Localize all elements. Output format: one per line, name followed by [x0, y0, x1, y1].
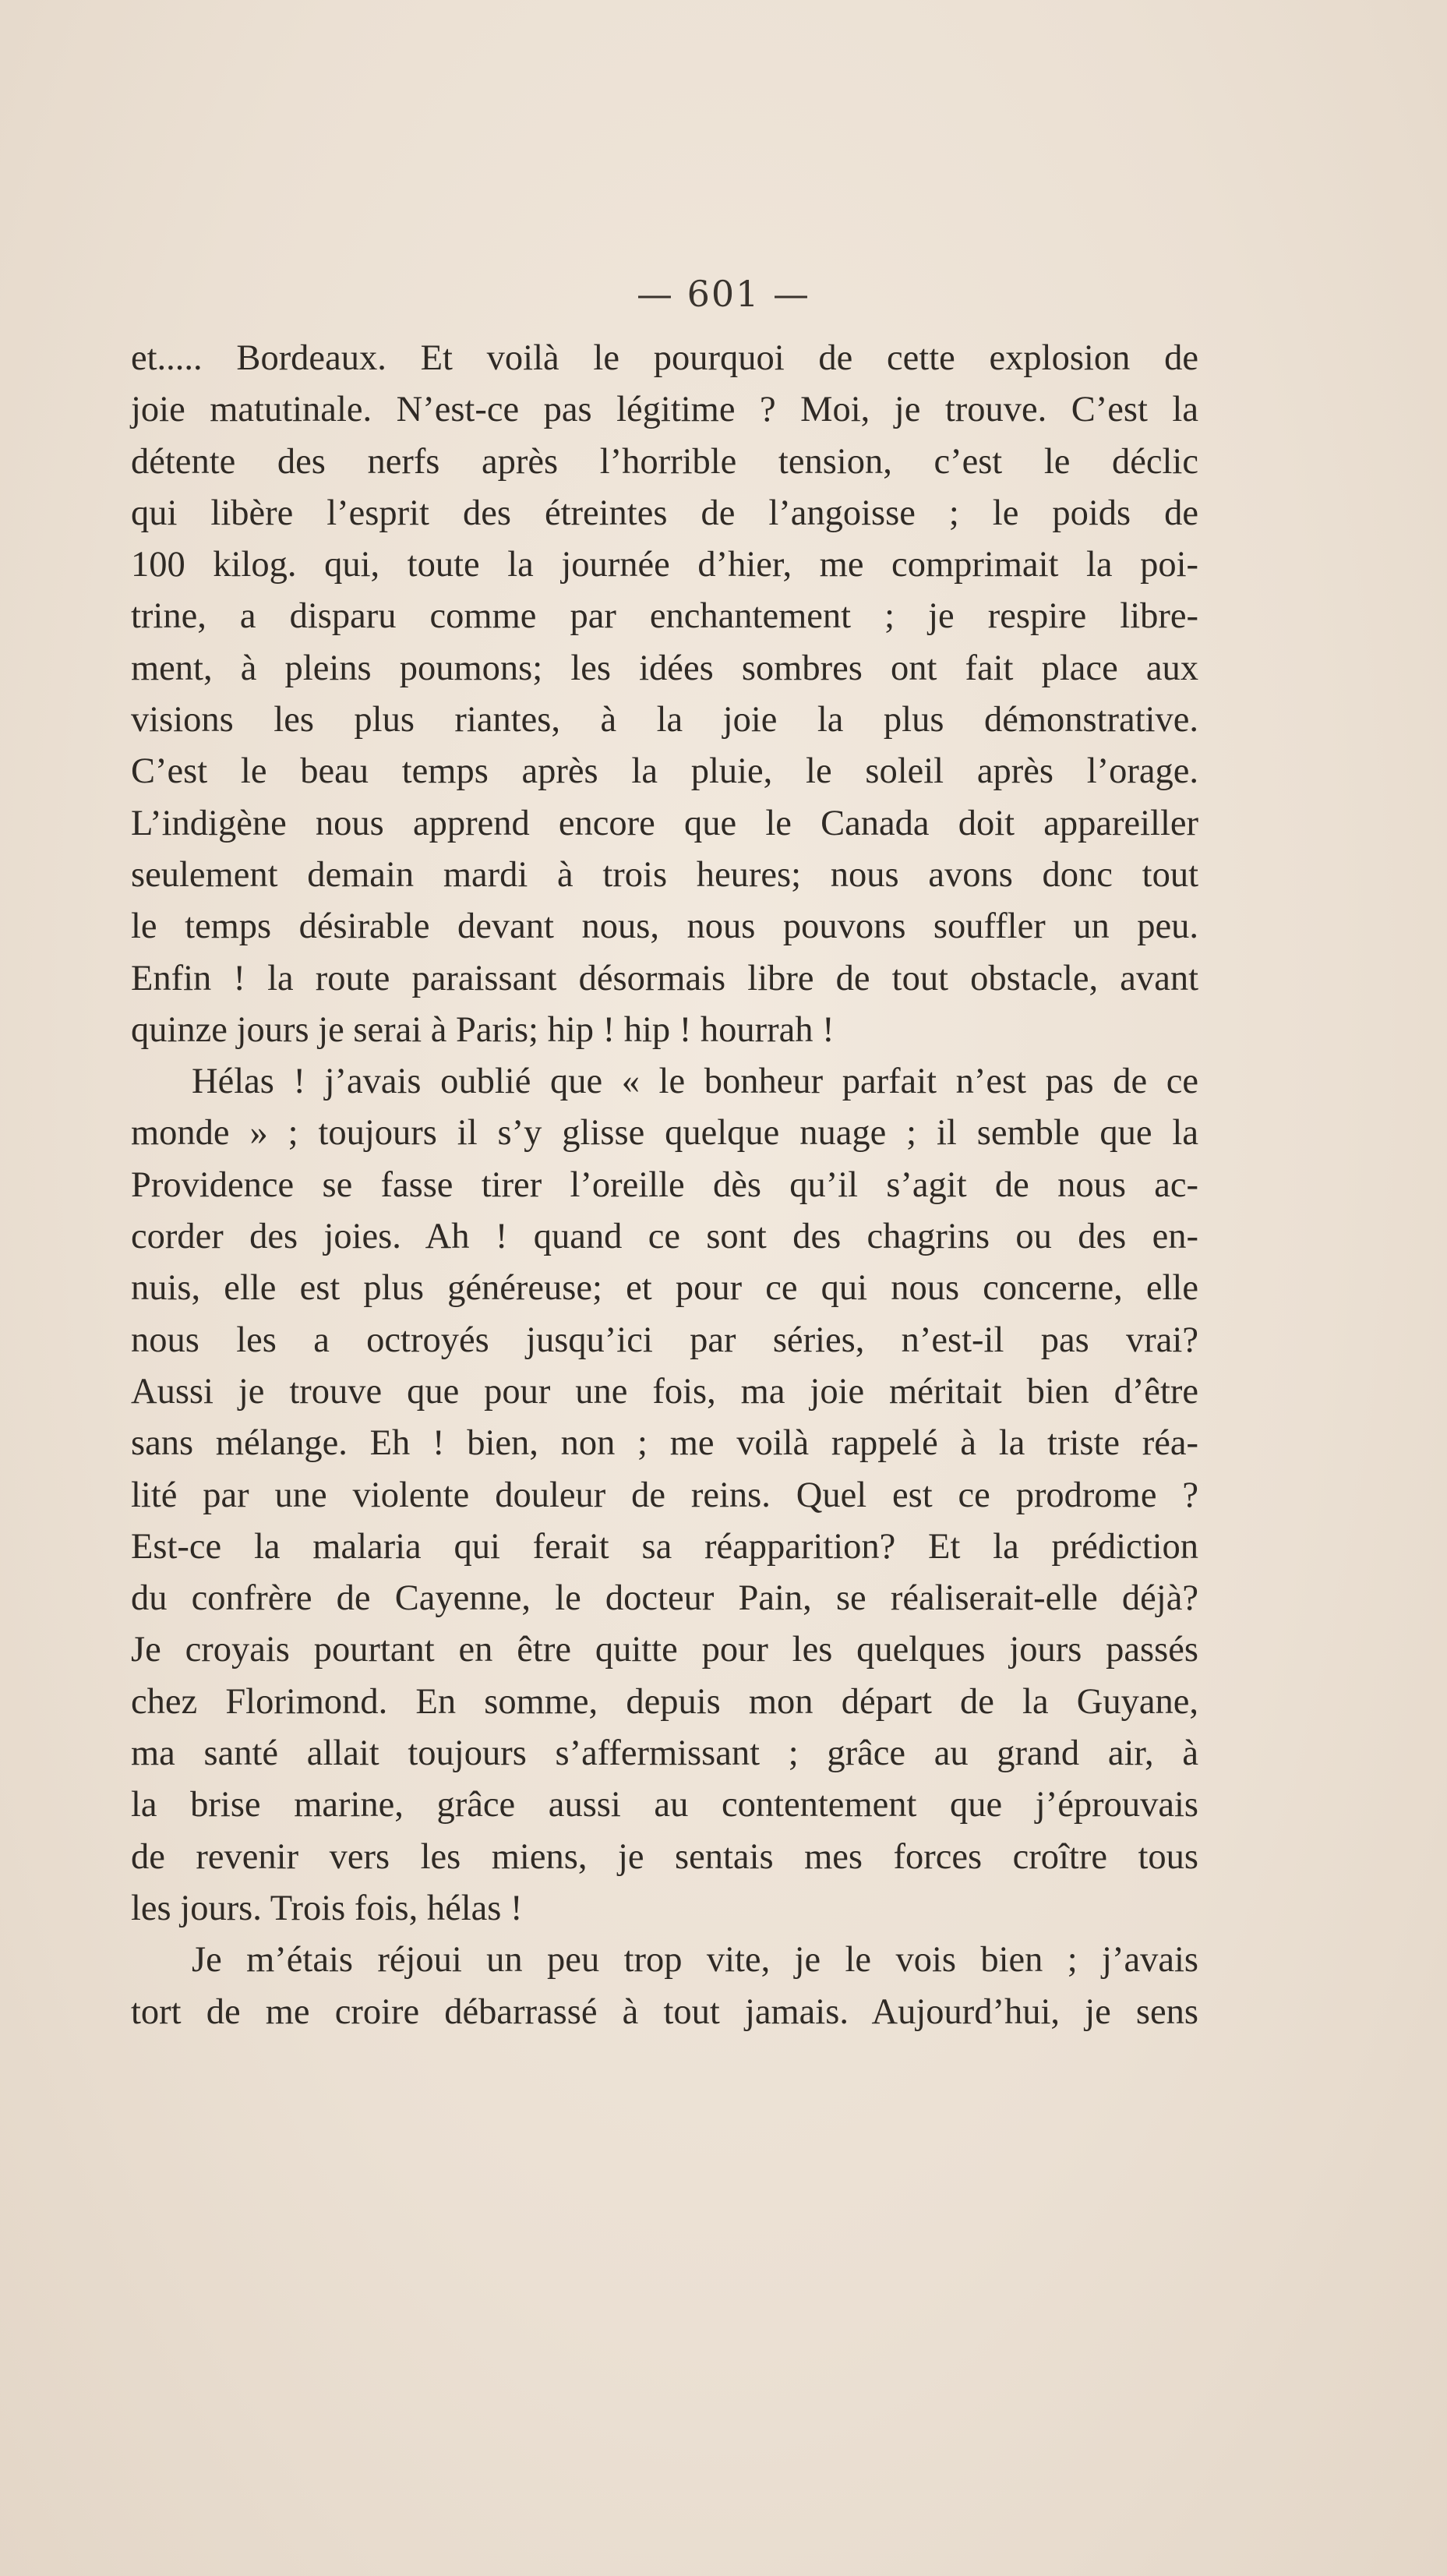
text-line: de revenir vers les miens, je sentais mes forces croître tous	[131, 1836, 1198, 1877]
text-line: la brise marine, grâce aussi au contentement que j’éprouvais	[131, 1785, 1198, 1825]
text-line: Hélas ! j’avais oublié que « le bonheur parfait n’est pas de ce	[192, 1062, 1198, 1102]
text-line: corder des joies. Ah ! quand ce sont des chagrins ou des en-	[131, 1217, 1198, 1257]
text-line: lité par une violente douleur de reins. Quel est ce prodrome ?	[131, 1475, 1198, 1515]
text-line: ment, à pleins poumons; les idées sombres ont fait place aux	[131, 648, 1198, 688]
text-line: les jours. Trois fois, hélas !	[131, 1888, 523, 1928]
text-line: joie matutinale. N’est-ce pas légitime ? Moi, je trouve. C’est la	[131, 390, 1198, 430]
body-text	[131, 333, 1198, 2038]
text-line: tort de me croire débarrassé à tout jamais. Aujourd’hui, je sens	[131, 1991, 1198, 2032]
text-line: chez Florimond. En somme, depuis mon départ de la Guyane,	[131, 1681, 1198, 1722]
text-line: C’est le beau temps après la pluie, le soleil après l’orage.	[131, 751, 1198, 792]
text-line: Est-ce la malaria qui ferait sa réapparition? Et la prédiction	[131, 1526, 1198, 1567]
text-line: Je croyais pourtant en être quitte pour les quelques jours passés	[131, 1630, 1198, 1670]
text-line: quinze jours je serai à Paris; hip ! hip ! hourrah !	[131, 1009, 835, 1050]
text-line: Je m’étais réjoui un peu trop vite, je le vois bien ; j’avais	[192, 1940, 1198, 1981]
text-line: Aussi je trouve que pour une fois, ma joie méritait bien d’être	[131, 1371, 1198, 1412]
text-line: du confrère de Cayenne, le docteur Pain, se réaliserait-elle déjà?	[131, 1578, 1198, 1619]
text-line: qui libère l’esprit des étreintes de l’angoisse ; le poids de	[131, 493, 1198, 533]
text-line: nuis, elle est plus généreuse; et pour ce qui nous concerne, elle	[131, 1268, 1198, 1309]
text-line: trine, a disparu comme par enchantement ; je respire libre-	[131, 596, 1198, 637]
text-line: Enfin ! la route paraissant désormais libre de tout obstacle, avant	[131, 958, 1198, 998]
text-line: Providence se fasse tirer l’oreille dès qu’il s’agit de nous ac-	[131, 1164, 1198, 1205]
text-line: visions les plus riantes, à la joie la plus démonstrative.	[131, 700, 1198, 740]
text-line: et..... Bordeaux. Et voilà le pourquoi de cette explosion de	[131, 338, 1198, 378]
text-line: le temps désirable devant nous, nous pouvons souffler un peu.	[131, 906, 1198, 947]
text-line: seulement demain mardi à trois heures; nous avons donc tout	[131, 854, 1198, 895]
text-line: détente des nerfs après l’horrible tension, c’est le déclic	[131, 441, 1198, 482]
text-line: 100 kilog. qui, toute la journée d’hier, me comprimait la poi-	[131, 545, 1198, 585]
text-line: L’indigène nous apprend encore que le Canada doit appareiller	[131, 803, 1198, 843]
text-line: sans mélange. Eh ! bien, non ; me voilà rappelé à la triste réa-	[131, 1423, 1198, 1464]
text-line: ma santé allait toujours s’affermissant ; grâce au grand air, à	[131, 1733, 1198, 1774]
text-line: nous les a octroyés jusqu’ici par séries, n’est-il pas vrai?	[131, 1320, 1198, 1360]
text-line: monde » ; toujours il s’y glisse quelque nuage ; il semble que la	[131, 1113, 1198, 1154]
page-number: — 601 —	[636, 273, 811, 315]
